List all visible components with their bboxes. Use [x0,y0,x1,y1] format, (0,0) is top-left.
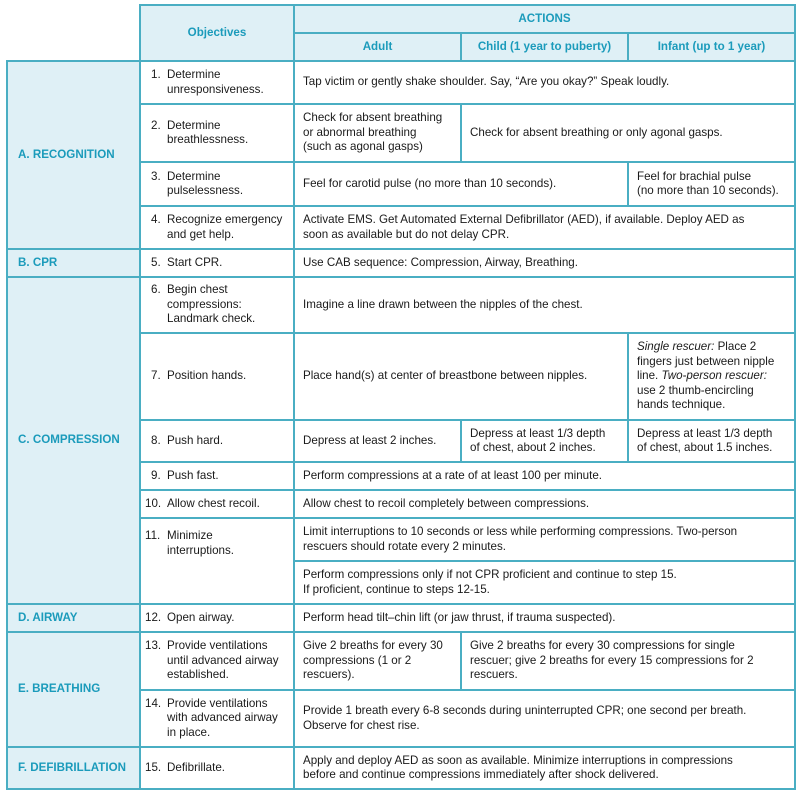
action-infant: Feel for brachial pulse (no more than 10 seconds). [628,162,795,206]
objective-text: Provide ventilations with advanced airway in place. [167,696,278,739]
section-cpr: B. CPR [7,249,140,277]
two-person-rescuer-text: use 2 thumb-encircling hands technique. [637,383,754,412]
actions-header: ACTIONS [294,5,795,33]
objective-13 [140,632,294,690]
action-all: Activate EMS. Get Automated External Defibrillator (AED), if available. Deploy AED as soon as available but do not delay CPR. [294,206,795,249]
objective-text: Determine unresponsiveness. [167,68,264,96]
table-row [7,604,795,632]
action-child-infant: Check for absent breathing or only agonal gasps. [461,104,795,162]
action-infant [628,333,795,420]
step-number: 3. [151,169,161,183]
action-adult: Give 2 breaths for every 30 compressions (1 or 2 rescuers). [294,632,461,690]
objective-2 [140,104,294,162]
objective-4 [140,206,294,249]
objective-text: Push hard. [167,433,224,447]
blank-corner [7,5,140,61]
objective-text: Start CPR. [167,255,223,269]
section-airway: D. AIRWAY [7,604,140,632]
step-number: 13. [145,639,162,653]
cpr-guidelines-table [6,4,796,790]
objective-text: Defibrillate. [167,760,225,774]
action-adult: Depress at least 2 inches. [294,420,461,462]
section-recognition: A. RECOGNITION [7,61,140,249]
objective-7 [140,333,294,420]
objective-text: Minimize interruptions. [167,529,235,557]
action-all: Imagine a line drawn between the nipples of the chest. [294,277,795,333]
action-all: Apply and deploy AED as soon as available. Minimize interruptions in compressions before and continue compressions immediately after shock delivered. [294,747,795,789]
objective-9 [140,462,294,490]
objective-text: Begin chest compressions: Landmark check. [167,283,256,326]
objective-10 [140,490,294,518]
action-all: Allow chest to recoil completely between compressions. [294,490,795,518]
step-number: 8. [151,433,161,447]
action-child-infant: Give 2 breaths for every 30 compressions for single rescuer; give 2 breaths for every 15 compressions for 2 rescuers. [461,632,795,690]
step-number: 11. [145,529,161,542]
objective-6 [140,277,294,333]
infant-header: Infant (up to 1 year) [628,33,795,61]
action-all: Perform head tilt–chin lift (or jaw thrust, if trauma suspected). [294,604,795,632]
action-all: Limit interruptions to 10 seconds or less while performing compressions. Two-person rescuers should rotate every 2 minutes. [294,518,795,561]
section-compression: C. COMPRESSION [7,277,140,604]
action-infant: Depress at least 1/3 depth of chest, about 1.5 inches. [628,420,795,462]
single-rescuer-label: Single rescuer: [637,340,715,354]
header-row-1 [7,5,795,33]
adult-header: Adult [294,33,461,61]
objective-text: Position hands. [167,369,247,383]
action-all: Provide 1 breath every 6-8 seconds during uninterrupted CPR; one second per breath. Observe for chest rise. [294,690,795,747]
table-row [7,277,795,333]
objective-text: Allow chest recoil. [167,496,260,510]
objective-12 [140,604,294,632]
objectives-header: Objectives [140,5,294,61]
step-number: 10. [145,496,162,510]
step-number: 4. [151,213,161,226]
action-adult-child: Feel for carotid pulse (no more than 10 seconds). [294,162,628,206]
objective-3 [140,162,294,206]
action-child: Depress at least 1/3 depth of chest, about 2 inches. [461,420,628,462]
objective-5 [140,249,294,277]
step-number: 7. [151,369,161,383]
action-adult: Check for absent breathing or abnormal breathing (such as agonal gasps) [294,104,461,162]
objective-11 [140,518,294,604]
action-all: Tap victim or gently shake shoulder. Say, “Are you okay?” Speak loudly. [294,61,795,104]
objective-text: Determine breathlessness. [167,118,249,146]
single-rescuer-text: Place 2 fingers just between nipple line. [637,340,775,383]
step-number: 9. [151,468,161,482]
objective-15 [140,747,294,789]
table-row [7,632,795,690]
objective-text: Recognize emergency and get help. [167,213,283,241]
objective-8 [140,420,294,462]
section-breathing: E. BREATHING [7,632,140,747]
step-number: 5. [151,255,161,269]
objective-14 [140,690,294,747]
step-number: 1. [151,68,161,81]
action-adult-child: Place hand(s) at center of breastbone between nipples. [294,333,628,420]
action-all: Perform compressions only if not CPR proficient and continue to step 15. If proficient, continue to steps 12-15. [294,561,795,604]
objective-text: Provide ventilations until advanced airway established. [167,639,279,682]
objective-1 [140,61,294,104]
step-number: 14. [145,696,162,710]
objective-text: Push fast. [167,468,219,482]
objective-text: Determine pulselessness. [167,169,244,197]
step-number: 2. [151,118,161,132]
step-number: 15. [145,760,162,774]
objective-text: Open airway. [167,610,235,624]
table-row [7,249,795,277]
step-number: 6. [151,283,161,297]
child-header: Child (1 year to puberty) [461,33,628,61]
table-row [7,747,795,789]
action-all: Perform compressions at a rate of at least 100 per minute. [294,462,795,490]
table-row [7,61,795,104]
action-all: Use CAB sequence: Compression, Airway, Breathing. [294,249,795,277]
two-person-rescuer-label: Two-person rescuer: [661,369,767,383]
section-defibrillation: F. DEFIBRILLATION [7,747,140,789]
step-number: 12. [145,610,162,624]
